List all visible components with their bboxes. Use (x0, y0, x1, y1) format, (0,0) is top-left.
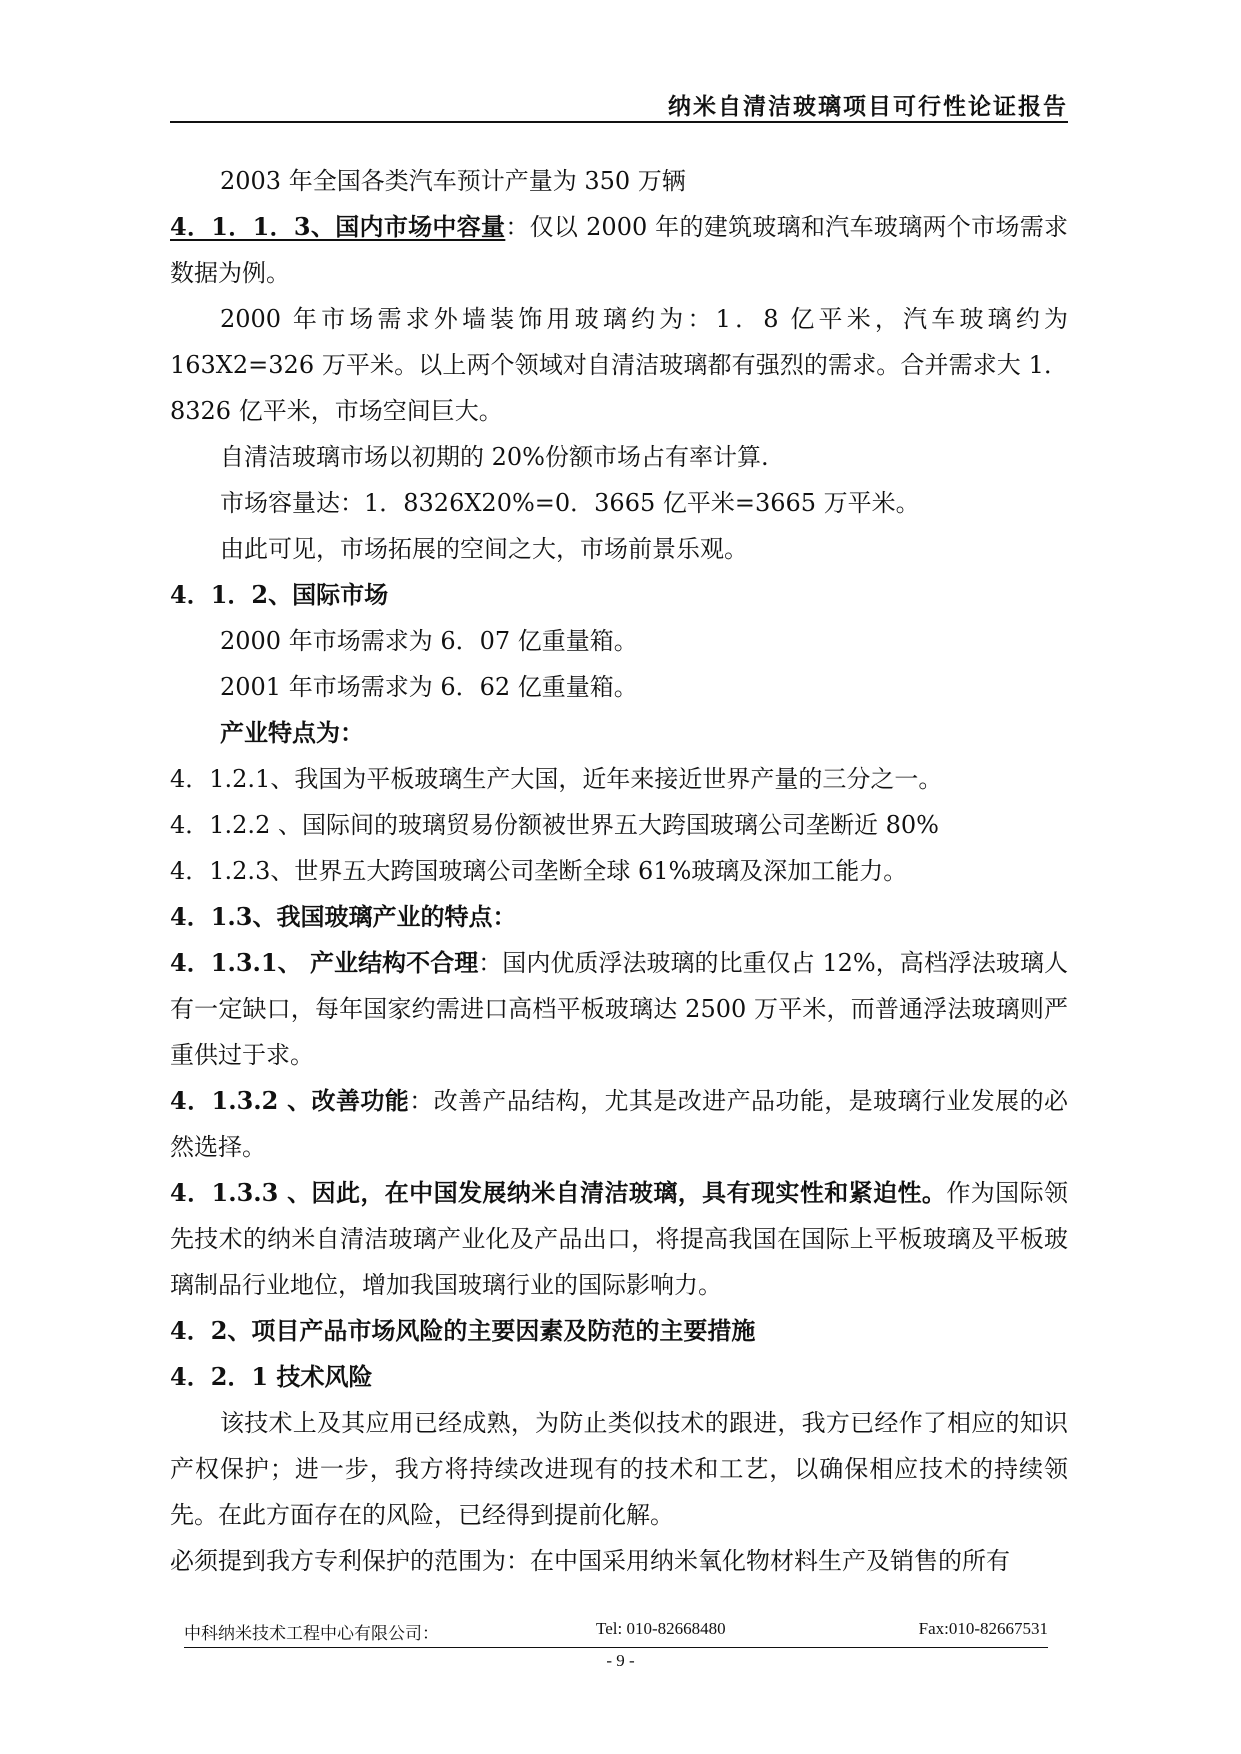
list-item-4-1-2-2: 4．1.2.2 、国际间的玻璃贸易份额被世界五大跨国玻璃公司垄断近 80% (170, 811, 939, 839)
subheading-industry-features: 产业特点为： (220, 718, 364, 747)
paragraph-technical-risk: 该技术上及其应用已经成熟，为防止类似技术的跟进，我方已经作了相应的知识产权保护；进一步，我方将持续改进现有的技术和工艺，以确保相应技术的持续领先。在此方面存在的风险，已经得到提前化解。 (170, 1409, 1068, 1529)
list-item-4-1-2-1: 4．1.2.1、我国为平板玻璃生产大国，近年来接近世界产量的三分之一。 (170, 765, 943, 793)
subheading-4-1-3-3: 4．1.3.3 、因此，在中国发展纳米自清洁玻璃，具有现实性和紧迫性。 (170, 1178, 947, 1207)
subheading-4-1-3-2: 4．1.3.2 、改善功能 (170, 1086, 410, 1115)
paragraph-text: ：国内优质浮法玻璃的比重仅占 12%，高档浮法玻璃人有一定缺口，每年国家约需进口高档平板玻璃达 2500 万平米，而普通浮法玻璃则严重供过于求。 (170, 949, 1068, 1069)
paragraph-text: ：改善产品结构，尤其是改进产品功能，是玻璃行业发展的必然选择。 (170, 1087, 1068, 1161)
paragraph-demand-2001: 2001 年市场需求为 6．62 亿重量箱。 (220, 673, 638, 701)
list-item-4-1-2-3: 4．1.2.3、世界五大跨国玻璃公司垄断全球 61%玻璃及深加工能力。 (170, 857, 908, 885)
paragraph-market-share: 自清洁玻璃市场以初期的 20%份额市场占有率计算. (220, 443, 769, 471)
header-rule (170, 121, 1068, 123)
paragraph-4-1-3-1 (170, 940, 1068, 1078)
section-heading-4-1-3: 4．1.3、我国玻璃产业的特点： (170, 902, 517, 931)
paragraph-4-1-3-3 (170, 1170, 1068, 1308)
document-body (170, 158, 1068, 1584)
paragraph-market-capacity: 市场容量达：1．8326X20%=0．3665 亿平米=3665 万平米。 (220, 489, 920, 517)
section-heading-4-2: 4．2、项目产品市场风险的主要因素及防范的主要措施 (170, 1316, 756, 1345)
section-heading-4-1-1-3: 4．1．1．3、国内市场中容量 (170, 212, 506, 241)
paragraph-domestic-capacity (170, 204, 1068, 296)
paragraph-outlook: 由此可见，市场拓展的空间之大，市场前景乐观。 (220, 535, 748, 563)
paragraph-text: 作为国际领先技术的纳米自清洁玻璃产业化及产品出口，将提高我国在国际上平板玻璃及平板玻璃制品行业地位，增加我国玻璃行业的国际影响力。 (170, 1179, 1068, 1299)
section-heading-4-1-2: 4．1．2、国际市场 (170, 580, 389, 609)
footer-tel: Tel: 010-82668480 (596, 1619, 726, 1638)
paragraph-patent-scope: 必须提到我方专利保护的范围为：在中国采用纳米氧化物材料生产及销售的所有 (170, 1547, 1010, 1575)
page-footer (184, 1619, 1048, 1648)
paragraph-car-production: 2003 年全国各类汽车预计产量为 350 万辆 (220, 167, 686, 195)
page-header-title: 纳米自清洁玻璃项目可行性论证报告 (668, 93, 1068, 120)
footer-fax: Fax:010-82667531 (918, 1619, 1048, 1638)
paragraph-text: ：仅以 2000 年的建筑玻璃和汽车玻璃两个市场需求数据为例。 (170, 213, 1068, 287)
section-heading-4-2-1: 4．2．1 技术风险 (170, 1362, 373, 1391)
footer-company: 中科纳米技术工程中心有限公司： (184, 1624, 439, 1643)
paragraph-4-1-3-2 (170, 1078, 1068, 1170)
paragraph-market-demand-2000: 2000 年市场需求外墙装饰用玻璃约为：1．8 亿平米，汽车玻璃约为 163X2=326 万平米。以上两个领域对自清洁玻璃都有强烈的需求。合并需求大 1．8326 亿平米，市场空间巨大。 (170, 305, 1068, 425)
subheading-4-1-3-1: 4．1.3.1、 产业结构不合理 (170, 948, 479, 977)
page-number: - 9 - (606, 1651, 635, 1670)
paragraph-demand-2000: 2000 年市场需求为 6．07 亿重量箱。 (220, 627, 638, 655)
